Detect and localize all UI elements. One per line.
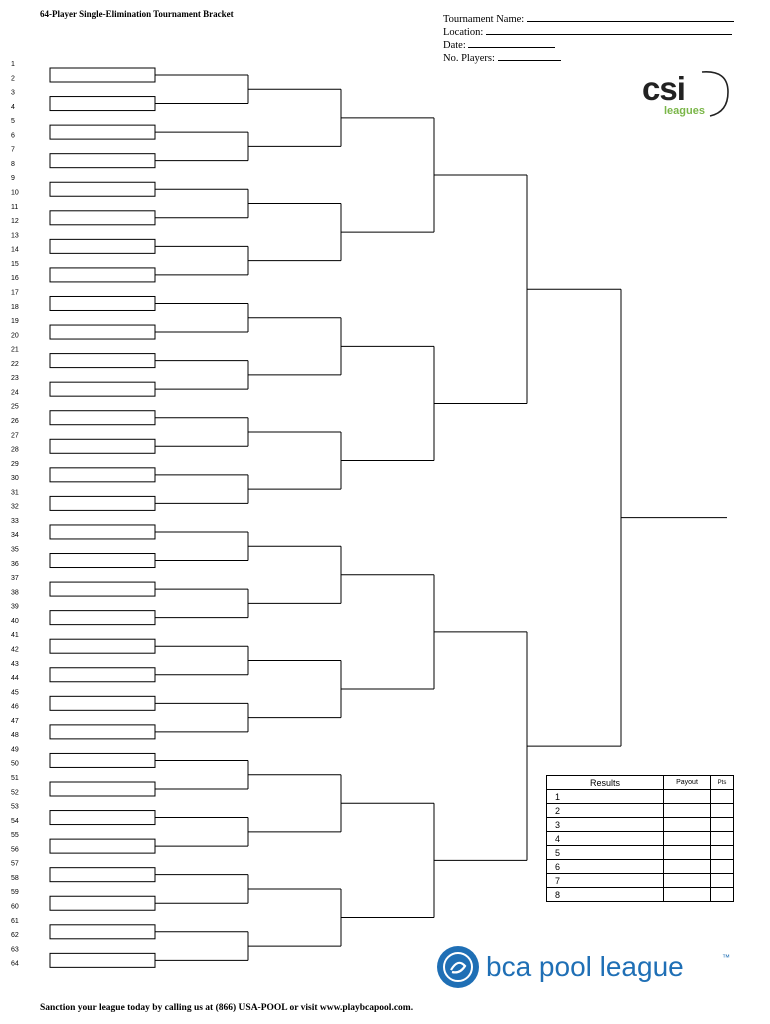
seed-number: 44 <box>11 675 19 683</box>
player-entry-box[interactable] <box>50 525 155 539</box>
seed-number: 37 <box>11 575 19 583</box>
results-row <box>547 888 734 902</box>
results-row <box>547 818 734 832</box>
pts-cell[interactable] <box>711 888 734 902</box>
player-entry-box[interactable] <box>50 211 155 225</box>
location-label: Location: <box>443 27 484 38</box>
seed-number: 49 <box>11 746 19 754</box>
seed-number: 4 <box>11 103 15 111</box>
seed-number: 20 <box>11 332 19 340</box>
seed-number: 35 <box>11 546 19 554</box>
player-entry-box[interactable] <box>50 411 155 425</box>
seed-number: 7 <box>11 146 15 154</box>
seed-number: 33 <box>11 517 19 525</box>
player-entry-box[interactable] <box>50 439 155 453</box>
csi-sub-text: leagues <box>664 105 705 117</box>
seed-number: 15 <box>11 260 19 268</box>
player-entry-box[interactable] <box>50 325 155 339</box>
seed-number: 32 <box>11 503 19 511</box>
seed-number: 28 <box>11 446 19 454</box>
seed-number: 12 <box>11 218 19 226</box>
seed-number: 23 <box>11 375 19 383</box>
player-entry-box[interactable] <box>50 668 155 682</box>
results-row <box>547 860 734 874</box>
seed-number: 30 <box>11 475 19 483</box>
player-entry-box[interactable] <box>50 782 155 796</box>
csi-mark-text: csi <box>642 70 685 107</box>
seed-number: 10 <box>11 189 19 197</box>
seed-number: 26 <box>11 418 19 425</box>
seed-number: 14 <box>11 246 19 254</box>
results-header: Results <box>547 776 664 790</box>
payout-header: Payout <box>664 776 711 790</box>
seed-number: 56 <box>11 846 19 854</box>
player-entry-box[interactable] <box>50 125 155 139</box>
seed-number: 31 <box>11 489 19 497</box>
seed-number: 38 <box>11 589 19 597</box>
seed-number: 45 <box>11 689 19 697</box>
pts-cell[interactable] <box>711 790 734 804</box>
seed-number: 34 <box>11 532 19 540</box>
seed-number: 47 <box>11 717 19 725</box>
player-entry-box[interactable] <box>50 868 155 882</box>
results-rank: 2 <box>547 804 664 818</box>
player-entry-box[interactable] <box>50 268 155 282</box>
player-entry-box[interactable] <box>50 97 155 111</box>
footer-text: Sanction your league today by calling us at (866) USA-POOL or visit www.playbcapool.com. <box>40 1003 414 1013</box>
results-row <box>547 790 734 804</box>
seed-number: 18 <box>11 303 19 311</box>
results-row <box>547 832 734 846</box>
player-entry-box[interactable] <box>50 496 155 510</box>
results-rank: 4 <box>547 832 664 846</box>
seed-number: 3 <box>11 89 15 97</box>
seed-number: 24 <box>11 389 19 397</box>
bca-pool-league-logo <box>436 944 736 990</box>
player-entry-box[interactable] <box>50 753 155 767</box>
player-entry-box[interactable] <box>50 925 155 939</box>
seed-number: 36 <box>11 560 19 568</box>
seed-number: 48 <box>11 732 19 740</box>
seed-number: 25 <box>11 403 19 411</box>
payout-cell[interactable] <box>664 846 711 860</box>
seed-number: 51 <box>11 775 19 782</box>
seed-number: 21 <box>11 346 19 354</box>
player-entry-box[interactable] <box>50 354 155 368</box>
results-row <box>547 874 734 888</box>
player-entry-box[interactable] <box>50 725 155 739</box>
results-rank: 5 <box>547 846 664 860</box>
player-entry-box[interactable] <box>50 154 155 168</box>
seed-number: 61 <box>11 917 19 925</box>
seed-number: 1 <box>11 61 15 68</box>
player-entry-box[interactable] <box>50 839 155 853</box>
seed-number: 27 <box>11 432 19 440</box>
payout-cell[interactable] <box>664 860 711 874</box>
pts-cell[interactable] <box>711 804 734 818</box>
pts-header: Pts <box>711 776 734 790</box>
results-rank: 8 <box>547 888 664 902</box>
seed-number: 62 <box>11 932 19 940</box>
seed-number: 8 <box>11 160 15 168</box>
results-rank: 3 <box>547 818 664 832</box>
player-entry-box[interactable] <box>50 953 155 967</box>
payout-cell[interactable] <box>664 804 711 818</box>
seed-number: 13 <box>11 232 19 240</box>
seed-number: 6 <box>11 132 15 140</box>
pts-cell[interactable] <box>711 818 734 832</box>
seed-number: 9 <box>11 175 15 183</box>
payout-cell[interactable] <box>664 874 711 888</box>
payout-cell[interactable] <box>664 818 711 832</box>
results-header-row <box>547 776 734 790</box>
player-entry-box[interactable] <box>50 811 155 825</box>
seed-number: 17 <box>11 289 19 297</box>
player-entry-box[interactable] <box>50 68 155 82</box>
seed-number: 52 <box>11 789 19 797</box>
seed-number: 16 <box>11 275 19 283</box>
seed-number: 42 <box>11 646 19 654</box>
payout-cell[interactable] <box>664 888 711 902</box>
seed-number: 19 <box>11 318 19 326</box>
results-rank: 6 <box>547 860 664 874</box>
pts-cell[interactable] <box>711 874 734 888</box>
seed-number: 43 <box>11 660 19 668</box>
results-row <box>547 846 734 860</box>
bca-logo-text: bca pool league <box>486 951 684 982</box>
date-label: Date: <box>443 40 466 51</box>
seed-number: 41 <box>11 632 19 640</box>
player-entry-box[interactable] <box>50 696 155 710</box>
player-entry-box[interactable] <box>50 468 155 482</box>
results-rank: 1 <box>547 790 664 804</box>
seed-number: 50 <box>11 760 19 768</box>
results-row <box>547 804 734 818</box>
seed-number: 40 <box>11 617 19 625</box>
payout-cell[interactable] <box>664 790 711 804</box>
player-entry-box[interactable] <box>50 639 155 653</box>
seed-number: 57 <box>11 860 19 868</box>
seed-number: 54 <box>11 817 19 825</box>
seed-number: 29 <box>11 460 19 468</box>
results-table <box>546 775 734 902</box>
player-entry-box[interactable] <box>50 296 155 310</box>
players-label: No. Players: <box>443 53 495 64</box>
tournament-name-label: Tournament Name: <box>443 14 525 25</box>
seed-number: 5 <box>11 118 15 126</box>
seed-number: 39 <box>11 603 19 611</box>
seed-number: 11 <box>11 203 19 211</box>
seed-number: 60 <box>11 903 19 911</box>
pts-cell[interactable] <box>711 860 734 874</box>
player-entry-box[interactable] <box>50 611 155 625</box>
player-entry-box[interactable] <box>50 182 155 196</box>
player-entry-box[interactable] <box>50 382 155 396</box>
seed-number: 2 <box>11 75 15 83</box>
player-entry-box[interactable] <box>50 554 155 568</box>
seed-number: 53 <box>11 803 19 811</box>
seed-number: 63 <box>11 946 19 954</box>
player-entry-box[interactable] <box>50 896 155 910</box>
document-title: 64-Player Single-Elimination Tournament Bracket <box>40 9 234 19</box>
payout-cell[interactable] <box>664 832 711 846</box>
seed-number: 59 <box>11 889 19 897</box>
seed-number: 22 <box>11 360 19 368</box>
pts-cell[interactable] <box>711 846 734 860</box>
bca-tm: ™ <box>722 953 730 962</box>
seed-number: 46 <box>11 703 19 711</box>
player-entry-box[interactable] <box>50 582 155 596</box>
player-entry-box[interactable] <box>50 239 155 253</box>
pts-cell[interactable] <box>711 832 734 846</box>
seed-number: 58 <box>11 874 19 882</box>
seed-number: 55 <box>11 832 19 840</box>
results-rank: 7 <box>547 874 664 888</box>
seed-number: 64 <box>11 960 19 968</box>
